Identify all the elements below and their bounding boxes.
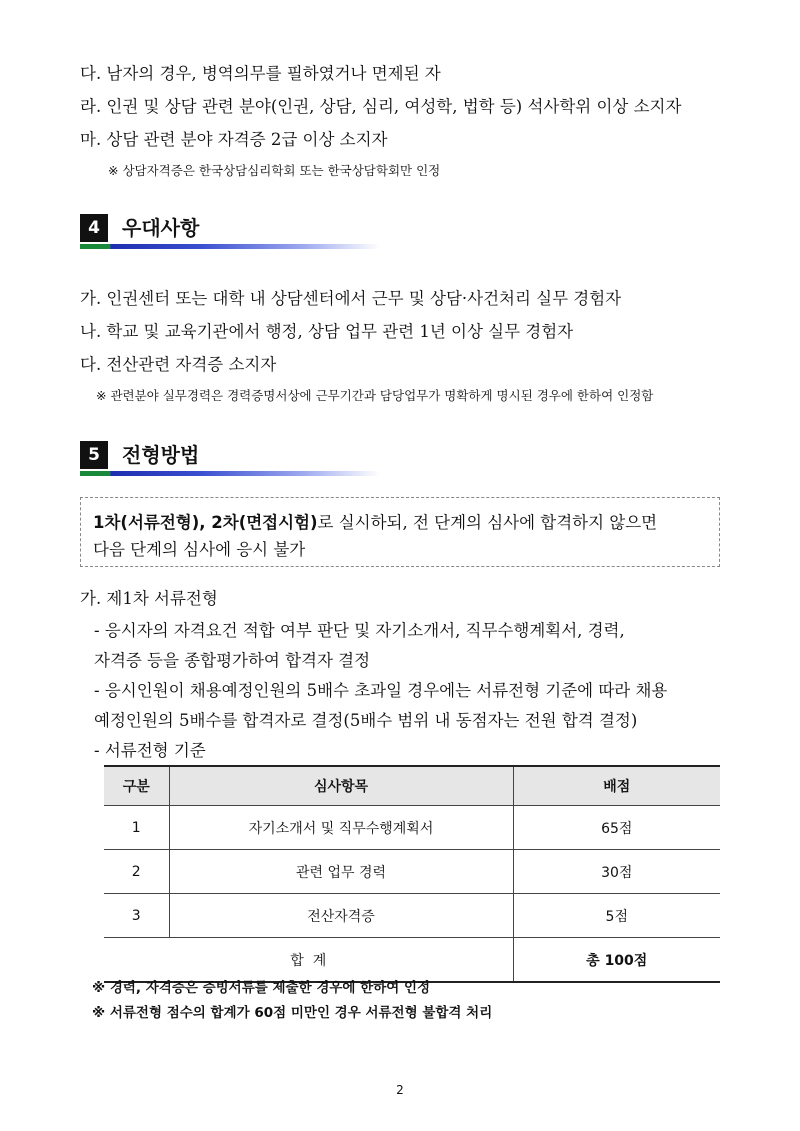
qualification-item-ra: 라. 인권 및 상담 관련 분야(인권, 상담, 심리, 여성학, 법학 등) 석사학위 이상 소지자 xyxy=(80,97,682,116)
section-number: 4 xyxy=(80,214,108,242)
table-row xyxy=(104,850,720,894)
stage1-heading: 가. 제1차 서류전형 xyxy=(80,589,218,608)
section-number: 5 xyxy=(80,441,108,469)
table-header-cell: 심사항목 xyxy=(169,766,513,806)
table-cell: 3 xyxy=(104,894,169,938)
screening-criteria-table xyxy=(104,765,720,983)
table-row xyxy=(104,806,720,850)
section-underline xyxy=(80,471,380,476)
table-header-cell: 배점 xyxy=(513,766,720,806)
stage1-bullet-1-cont: 자격증 등을 종합평가하여 합격자 결정 xyxy=(94,651,371,670)
stage1-bullet-3: - 서류전형 기준 xyxy=(94,741,206,760)
stage1-bullet-2: - 응시인원이 채용예정인원의 5배수 초과일 경우에는 서류전형 기준에 따라 채용 xyxy=(94,681,668,700)
preference-note: ※ 관련분야 실무경력은 경력증명서상에 근무기간과 담당업무가 명확하게 명시된 경우에 한하여 인정함 xyxy=(96,388,654,403)
table-cell: 30점 xyxy=(513,850,720,894)
table-cell: 65점 xyxy=(513,806,720,850)
table-cell: 1 xyxy=(104,806,169,850)
qualification-item-ma: 마. 상담 관련 분야 자격증 2급 이상 소지자 xyxy=(80,130,388,149)
preference-item-ga: 가. 인권센터 또는 대학 내 상담센터에서 근무 및 상담·사건처리 실무 경험자 xyxy=(80,289,622,308)
page-number: 2 xyxy=(396,1083,404,1097)
table-cell: 관련 업무 경력 xyxy=(169,850,513,894)
selection-summary-box xyxy=(80,497,720,567)
table-header-cell: 구분 xyxy=(104,766,169,806)
summary-line-2: 다음 단계의 심사에 응시 불가 xyxy=(93,540,306,559)
qualification-item-da: 다. 남자의 경우, 병역의무를 필하였거나 면제된 자 xyxy=(80,64,441,83)
table-total-label: 합 계 xyxy=(104,938,513,983)
table-total-value: 총 100점 xyxy=(513,938,720,983)
table-row xyxy=(104,894,720,938)
summary-bold: 1차(서류전형), 2차(면접시험) xyxy=(93,513,318,532)
section-underline xyxy=(80,244,380,249)
stage1-bullet-2-cont: 예정인원의 5배수를 합격자로 결정(5배수 범위 내 동점자는 전원 합격 결정) xyxy=(94,711,638,730)
summary-rest: 로 실시하되, 전 단계의 심사에 합격하지 않으면 xyxy=(317,513,658,532)
section-title: 전형방법 xyxy=(122,443,200,467)
qualification-note: ※ 상담자격증은 한국상담심리학회 또는 한국상담학회만 인정 xyxy=(108,163,441,178)
table-cell: 5점 xyxy=(513,894,720,938)
table-cell: 자기소개서 및 직무수행계획서 xyxy=(169,806,513,850)
preference-item-na: 나. 학교 및 교육기관에서 행정, 상담 업무 관련 1년 이상 실무 경험자 xyxy=(80,322,574,341)
table-cell: 전산자격증 xyxy=(169,894,513,938)
screening-note-1: ※ 경력, 자격증은 증빙서류를 제출한 경우에 한하여 인정 xyxy=(92,980,431,996)
screening-note-2: ※ 서류전형 점수의 합계가 60점 미만인 경우 서류전형 불합격 처리 xyxy=(92,1005,493,1021)
table-header-row xyxy=(104,766,720,806)
preference-item-da: 다. 전산관련 자격증 소지자 xyxy=(80,355,277,374)
section-title: 우대사항 xyxy=(122,216,200,240)
table-cell: 2 xyxy=(104,850,169,894)
summary-line-1 xyxy=(93,509,657,533)
stage1-bullet-1: - 응시자의 자격요건 적합 여부 판단 및 자기소개서, 직무수행계획서, 경력, xyxy=(94,621,625,640)
